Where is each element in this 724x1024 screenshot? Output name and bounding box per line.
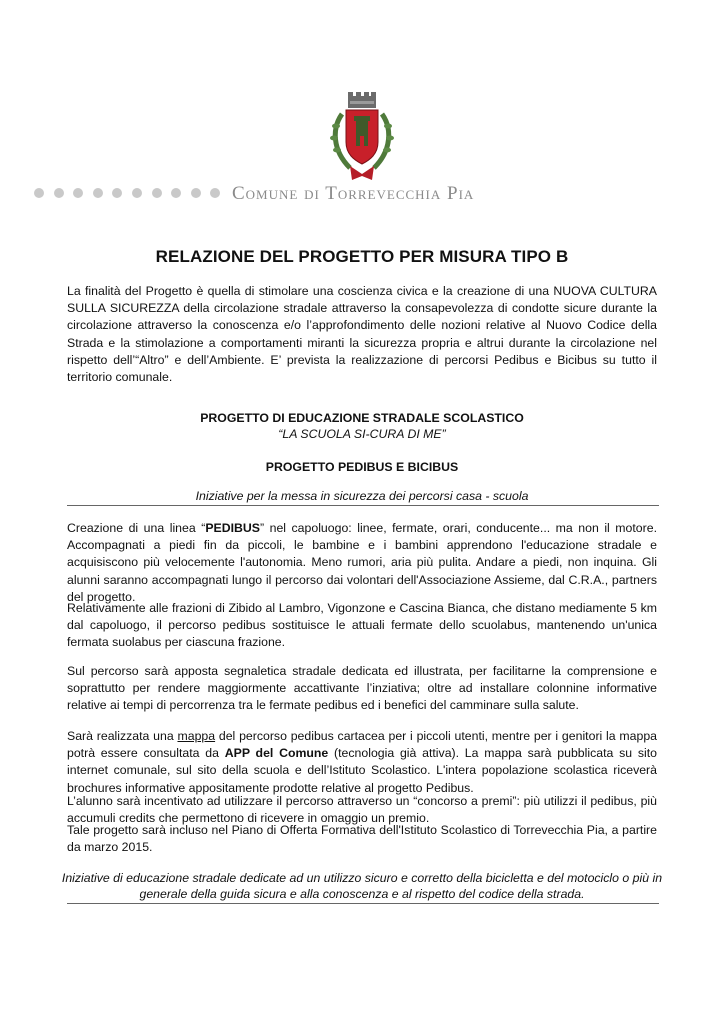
- section-divider: [67, 505, 659, 506]
- frazioni-paragraph: Relativamente alle frazioni di Zibido al Lambro, Vigonzone e Cascina Bianca, che distano mediamente 5 km dal capoluogo, il percorso pedibus sostituisce le attuali fermate dello scuolabus, mantenendo un'unica fermata suolabus per ciascuna frazione.: [67, 601, 657, 650]
- page-title: RELAZIONE DEL PROGETTO PER MISURA TIPO B: [155, 247, 569, 266]
- header-dot: [34, 188, 44, 198]
- header-dot: [191, 188, 201, 198]
- section2-subheading: Iniziative per la messa in sicurezza dei percorsi casa - scuola: [195, 489, 529, 503]
- header-dot: [93, 188, 103, 198]
- segnaletica-paragraph: Sul percorso sarà apposta segnaletica stradale dedicata ed illustrata, per facilitarne la comprensione e soprattutto per rendere maggiormente accattivante l’inziativa; oltre ad installare colonnine informative relative ai tempi di percorrenza tra le fermate pedibus ed i benefici del camminare sulla salute.: [67, 664, 657, 713]
- header-dot: [171, 188, 181, 198]
- mappa-text-a: Sarà realizzata una: [67, 729, 178, 743]
- section1-heading: PROGETTO DI EDUCAZIONE STRADALE SCOLASTICO: [200, 411, 524, 425]
- pedibus-text-end: ” nel capoluogo: linee, fermate, orari, conducente... ma non il motore. Accompagnati a piedi fin da piccoli, le bambine e i bambini apprendono l'educazione stradale e acquisiscono più velocemente l'autonomia. Meno rumori, aria più pulita. Andare a piedi, non inquina. Gli alunni saranno accompagnati lungo il percorso dai volontari dell'Associazione Assieme, dal C.R.A., partners del progetto.: [67, 521, 657, 604]
- app-comune-bold: APP del Comune: [224, 746, 329, 761]
- mappa-text-c: (tecnologia già attiva). La mappa sarà pubblicata su sito internet comunale, sul sito della scuola e dell’Istituto Scolastico. L'intera popolazione scolastica riceverà brochures informative appositamente prodotte relative al progetto Pedibus.: [67, 746, 657, 795]
- concorso-paragraph: L’alunno sarà incentivato ad utilizzare il percorso attraverso un “concorso a premi”: più utilizzi il pedibus, più accumuli credits che permettono di ricevere in omaggio un premio.: [67, 794, 657, 826]
- coat-of-arms-icon: [328, 92, 396, 184]
- header-dot: [54, 188, 64, 198]
- mappa-paragraph: [67, 728, 657, 797]
- closing-line-2: generale della guida sicura e alla conoscenza e al rispetto del codice della strada.: [139, 887, 585, 901]
- header-dot: [210, 188, 220, 198]
- header-dot: [73, 188, 83, 198]
- header-dots: [34, 188, 230, 198]
- mappa-link[interactable]: mappa: [177, 729, 216, 743]
- intro-paragraph: La finalità del Progetto è quella di stimolare una coscienza civica e la creazione di una NUOVA CULTURA SULLA SICUREZZA della circolazione stradale attraverso la consapevolezza di condotte sicure durante la circolazione attraverso la conoscenza e/o l’approfondimento delle nozioni relative al Nuovo Codice della Strada e la stimolazione a comportamenti miranti la sicurezza propria e altrui durante la circolazione nel rispetto dell’“Altro” e dell’Ambiente. E’ prevista la realizzazione di percorsi Pedibus e Bicibus su tutto il territorio comunale.: [67, 284, 657, 385]
- comune-name: Comune di Torrevecchia Pia: [232, 183, 475, 204]
- header-dot: [112, 188, 122, 198]
- pedibus-bold: PEDIBUS: [205, 521, 260, 535]
- closing-divider: [67, 903, 659, 904]
- piano-offerta-paragraph: Tale progetto sarà incluso nel Piano di Offerta Formativa dell'Istituto Scolastico di Torrevecchia Pia, a partire da marzo 2015.: [67, 823, 657, 855]
- pedibus-paragraph: [67, 520, 657, 606]
- header-dot: [132, 188, 142, 198]
- header-dot: [152, 188, 162, 198]
- mappa-text-b: del percorso pedibus cartacea per i piccoli utenti, mentre per i genitori la mappa potrà essere consultata da: [67, 729, 658, 761]
- section1-subheading: “LA SCUOLA SI-CURA DI ME”: [278, 427, 446, 441]
- pedibus-text-start: Creazione di una linea “: [67, 521, 206, 535]
- closing-line-1: Iniziative di educazione stradale dedicate ad un utilizzo sicuro e corretto della bicicletta e del motociclo o più in: [61, 871, 663, 885]
- section2-heading: PROGETTO PEDIBUS E BICIBUS: [265, 460, 459, 474]
